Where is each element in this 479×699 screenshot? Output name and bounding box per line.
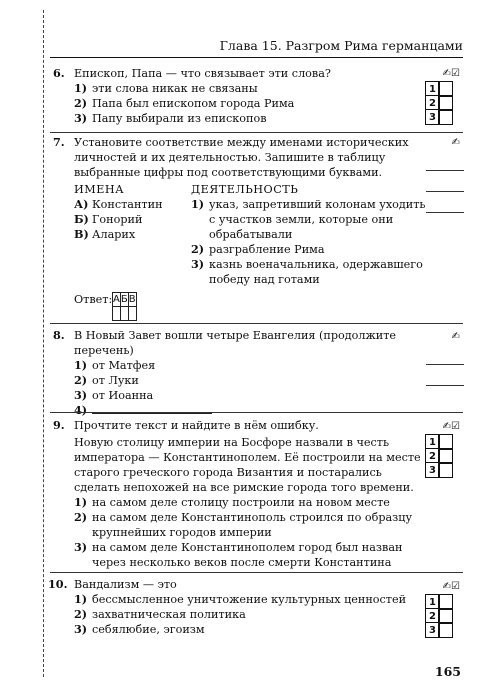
answer-grid-10 — [426, 580, 466, 637]
name-v: В) Аларих — [74, 227, 136, 241]
question-number: 7. — [53, 135, 65, 149]
answer-box[interactable] — [438, 81, 452, 96]
answer-grid-6 — [426, 67, 466, 124]
write-line[interactable] — [426, 364, 464, 365]
list-item: 3) от Иоанна — [74, 388, 154, 402]
question-text: Прочтите текст и найдите в нём ошибку. — [74, 419, 319, 432]
question-text: Епископ, Папа — что связывает эти слова? — [74, 67, 331, 80]
write-line[interactable] — [426, 385, 464, 386]
write-line[interactable] — [426, 170, 464, 171]
grid-label: 2 — [425, 448, 439, 463]
activity-column — [191, 182, 426, 287]
grid-label: 3 — [425, 109, 439, 124]
list-item: 1) от Матфея — [74, 358, 156, 372]
cut-line — [43, 10, 44, 677]
pencil-check-icon: ✍☑ — [442, 581, 460, 592]
question-number: 9. — [53, 418, 65, 432]
question-8 — [54, 328, 422, 418]
answer-cell[interactable] — [128, 307, 136, 321]
divider — [50, 323, 463, 324]
question-text: Установите соответствие между именами исторических личностей и их деятельностью. Запишите в таблицу выбранные цифры под соответствующими буквами. — [74, 136, 409, 179]
answer-table-row — [74, 292, 136, 307]
matching-block — [74, 182, 426, 302]
answer-box[interactable] — [438, 448, 452, 463]
answer-col-header: А — [113, 294, 120, 305]
answer-col-header: Б — [120, 294, 128, 305]
names-column — [74, 182, 194, 242]
pencil-check-icon: ✍☑ — [442, 421, 460, 432]
name-a: А) Константин — [74, 197, 163, 211]
list-item-blank[interactable]: 4) — [74, 403, 422, 418]
grid-label: 2 — [425, 608, 439, 623]
option-2[interactable]: 2) Папа был епископом города Рима — [74, 96, 295, 110]
grid-label: 3 — [425, 622, 439, 637]
names-heading: ИМЕНА — [74, 183, 125, 196]
question-number: 8. — [53, 328, 65, 342]
answer-box[interactable] — [438, 462, 452, 477]
activity-heading: ДЕЯТЕЛЬНОСТЬ — [191, 183, 299, 196]
option-1[interactable]: 1) эти слова никак не связаны — [74, 81, 258, 95]
answer-box[interactable] — [438, 594, 452, 609]
write-line[interactable] — [426, 191, 464, 192]
divider — [50, 412, 463, 413]
question-6 — [54, 66, 422, 126]
answer-lines-7 — [426, 136, 466, 213]
grid-label: 1 — [425, 81, 439, 96]
option-3[interactable]: 3) на самом деле Константинополем город был назван через несколько веков после смерти Константина — [74, 540, 403, 569]
passage-text: Новую столицу империи на Босфоре назвали в честь императора — Константинополем. Её построили на месте старого греческого города Византия и постарались сделать непохожей на все римские города того времени. — [74, 436, 421, 494]
answer-box[interactable] — [438, 95, 452, 110]
grid-label: 2 — [425, 95, 439, 110]
pencil-icon: ✍ — [451, 331, 460, 342]
answer-box[interactable] — [438, 608, 452, 623]
grid-label: 1 — [425, 594, 439, 609]
question-number: 6. — [53, 66, 65, 80]
answer-col-header: В — [128, 294, 136, 305]
chapter-title: Глава 15. Разгром Рима германцами — [219, 38, 463, 53]
option-2[interactable]: 2) захватническая политика — [74, 607, 246, 621]
answer-cell[interactable] — [113, 307, 121, 321]
pencil-check-icon: ✍☑ — [442, 68, 460, 79]
answer-box[interactable] — [438, 622, 452, 637]
question-text: Вандализм — это — [74, 578, 177, 591]
divider — [50, 572, 463, 573]
write-line[interactable] — [426, 212, 464, 213]
activity-2: 2) разграбление Рима — [191, 242, 325, 256]
option-2[interactable]: 2) на самом деле Константинополь строился по образцу крупнейших городов империи — [74, 510, 413, 539]
answer-box[interactable] — [438, 109, 452, 124]
option-3[interactable]: 3) Папу выбирали из епископов — [74, 111, 267, 125]
answer-label: Ответ: — [74, 293, 113, 306]
list-item: 2) от Луки — [74, 373, 139, 387]
grid-label: 3 — [425, 462, 439, 477]
question-number: 10. — [48, 577, 68, 591]
question-text: В Новый Завет вошли четыре Евангелия (продолжите перечень) — [74, 329, 397, 357]
activity-3: 3) казнь военачальника, одержавшего победу над готами — [191, 257, 423, 286]
answer-grid-9 — [426, 420, 466, 477]
question-7 — [54, 135, 422, 180]
name-b: Б) Гонорий — [74, 212, 143, 226]
pencil-icon: ✍ — [451, 137, 460, 148]
option-1[interactable]: 1) на самом деле столицу построили на новом месте — [74, 495, 390, 509]
page-header — [50, 36, 463, 58]
question-10 — [48, 577, 422, 637]
option-3[interactable]: 3) себялюбие, эгоизм — [74, 622, 205, 636]
option-1[interactable]: 1) бессмысленное уничтожение культурных ценностей — [74, 592, 407, 606]
answer-lines-8 — [426, 330, 466, 386]
answer-box[interactable] — [438, 434, 452, 449]
answer-table — [112, 292, 137, 321]
divider — [50, 132, 463, 133]
answer-cell[interactable] — [120, 307, 128, 321]
activity-1: 1) указ, запретивший колонам уходить с участков земли, которые они обрабатывали — [191, 197, 426, 241]
page-number: 165 — [434, 664, 461, 679]
question-9 — [54, 418, 422, 570]
grid-label: 1 — [425, 434, 439, 449]
